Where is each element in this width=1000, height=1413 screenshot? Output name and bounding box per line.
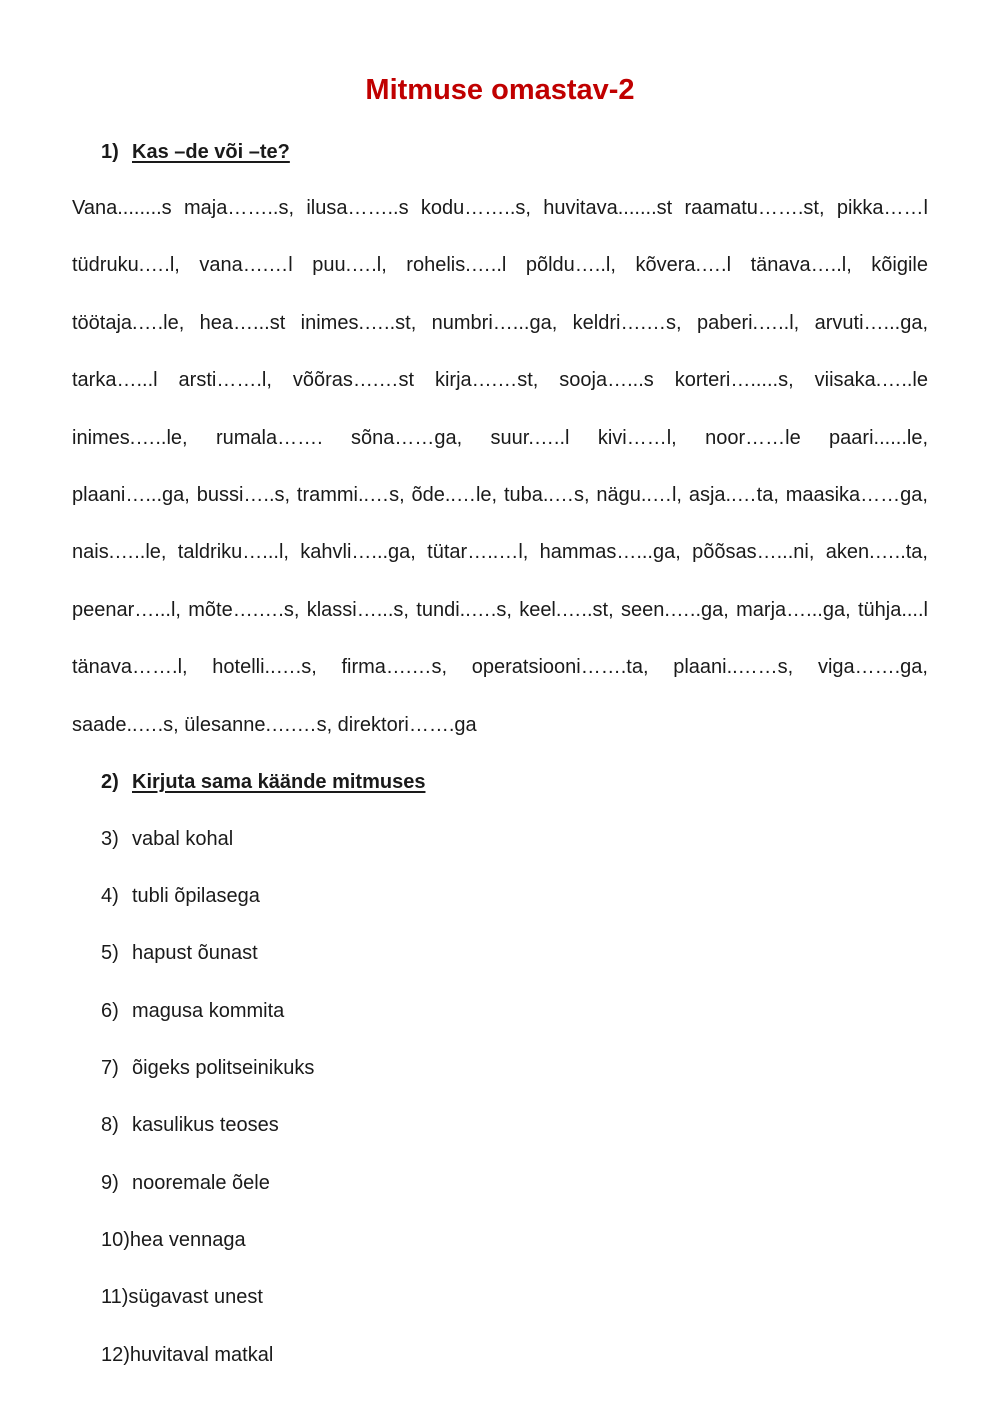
section-1-title: Kas –de või –te? <box>132 141 290 163</box>
list-item-text: hapust õunast <box>132 942 258 964</box>
list-item <box>101 881 260 911</box>
exercise-line: nais.…..le, taldriku…...l, kahvli…...ga, tütar…..…l, hammas…...ga, põõsas…...ni, aken.…..ta, <box>72 541 928 564</box>
page-title: Mitmuse omastav-2 <box>365 74 635 106</box>
section-2-heading <box>101 767 425 797</box>
list-item-number: 10) <box>101 1229 130 1251</box>
exercise-line: saade..….s, ülesanne.….…s, direktori…….ga <box>72 713 477 736</box>
exercise-line: tarka…...l arsti…….l, võõras….…st kirja….…st, sooja…...s korteri….....s, viisaka.…..le <box>72 369 928 392</box>
list-item-number: 6) <box>101 1000 119 1022</box>
list-item-number: 12) <box>101 1344 130 1366</box>
list-item-text: kasulikus teoses <box>132 1114 279 1136</box>
exercise-line: Vana........s maja……..s, ilusa……..s kodu……..s, huvitava.......st raamatu…….st, pikka……l <box>72 197 928 219</box>
list-item <box>101 824 233 854</box>
list-item <box>101 1053 314 1083</box>
list-item-number: 8) <box>101 1114 119 1136</box>
list-item <box>101 1340 273 1370</box>
section-1-heading <box>101 137 290 167</box>
list-item-text: õigeks politseinikuks <box>132 1057 315 1079</box>
list-item <box>101 1168 270 1198</box>
list-item <box>101 1282 263 1312</box>
exercise-paragraph <box>72 188 928 762</box>
section-2-title: Kirjuta sama käände mitmuses <box>132 771 426 793</box>
list-item-number: 7) <box>101 1057 119 1079</box>
list-item-text: hea vennaga <box>129 1229 246 1251</box>
list-item <box>101 938 258 968</box>
section-2-number: 2) <box>101 771 119 793</box>
section-1-number: 1) <box>101 141 119 163</box>
list-item-text: sügavast unest <box>128 1286 263 1308</box>
list-item <box>101 996 284 1026</box>
list-item-number: 11) <box>101 1286 129 1308</box>
list-item-text: huvitaval matkal <box>129 1344 274 1366</box>
exercise-line: plaani…...ga, bussi…..s, trammi..…s, õde..…le, tuba..…s, nägu..…l, asja..…ta, maasika……ga, <box>72 483 928 506</box>
list-item-text: vabal kohal <box>132 828 234 850</box>
exercise-line: tüdruku.….l, vana….…l puu.….l, rohelis.…..l põldu…..l, kõvera.….l tänava…..l, kõigile <box>72 254 928 277</box>
list-item-number: 3) <box>101 828 119 850</box>
list-item-text: nooremale õele <box>132 1172 270 1194</box>
exercise-line: peenar…...l, mõte….….s, klassi…...s, tundi..….s, keel.…..st, seen.…..ga, marja…...ga, tühja....l <box>72 598 928 621</box>
list-item <box>101 1110 279 1140</box>
list-item-number: 4) <box>101 885 119 907</box>
list-item-text: tubli õpilasega <box>132 885 260 907</box>
exercise-line: töötaja.….le, hea…...st inimes.…..st, numbri…...ga, keldri….…s, paberi.…..l, arvuti…...ga, <box>72 311 928 334</box>
exercise-line: inimes.…..le, rumala……. sõna……ga, suur.…..l kivi……l, noor……le paari......le, <box>72 426 928 449</box>
list-item-number: 5) <box>101 942 119 964</box>
list-item-number: 9) <box>101 1172 119 1194</box>
exercise-line: tänava…….l, hotelli..….s, firma….…s, operatsiooni…….ta, plaani..……s, viga…….ga, <box>72 656 928 679</box>
list-item-text: magusa kommita <box>132 1000 285 1022</box>
list-item <box>101 1225 246 1255</box>
